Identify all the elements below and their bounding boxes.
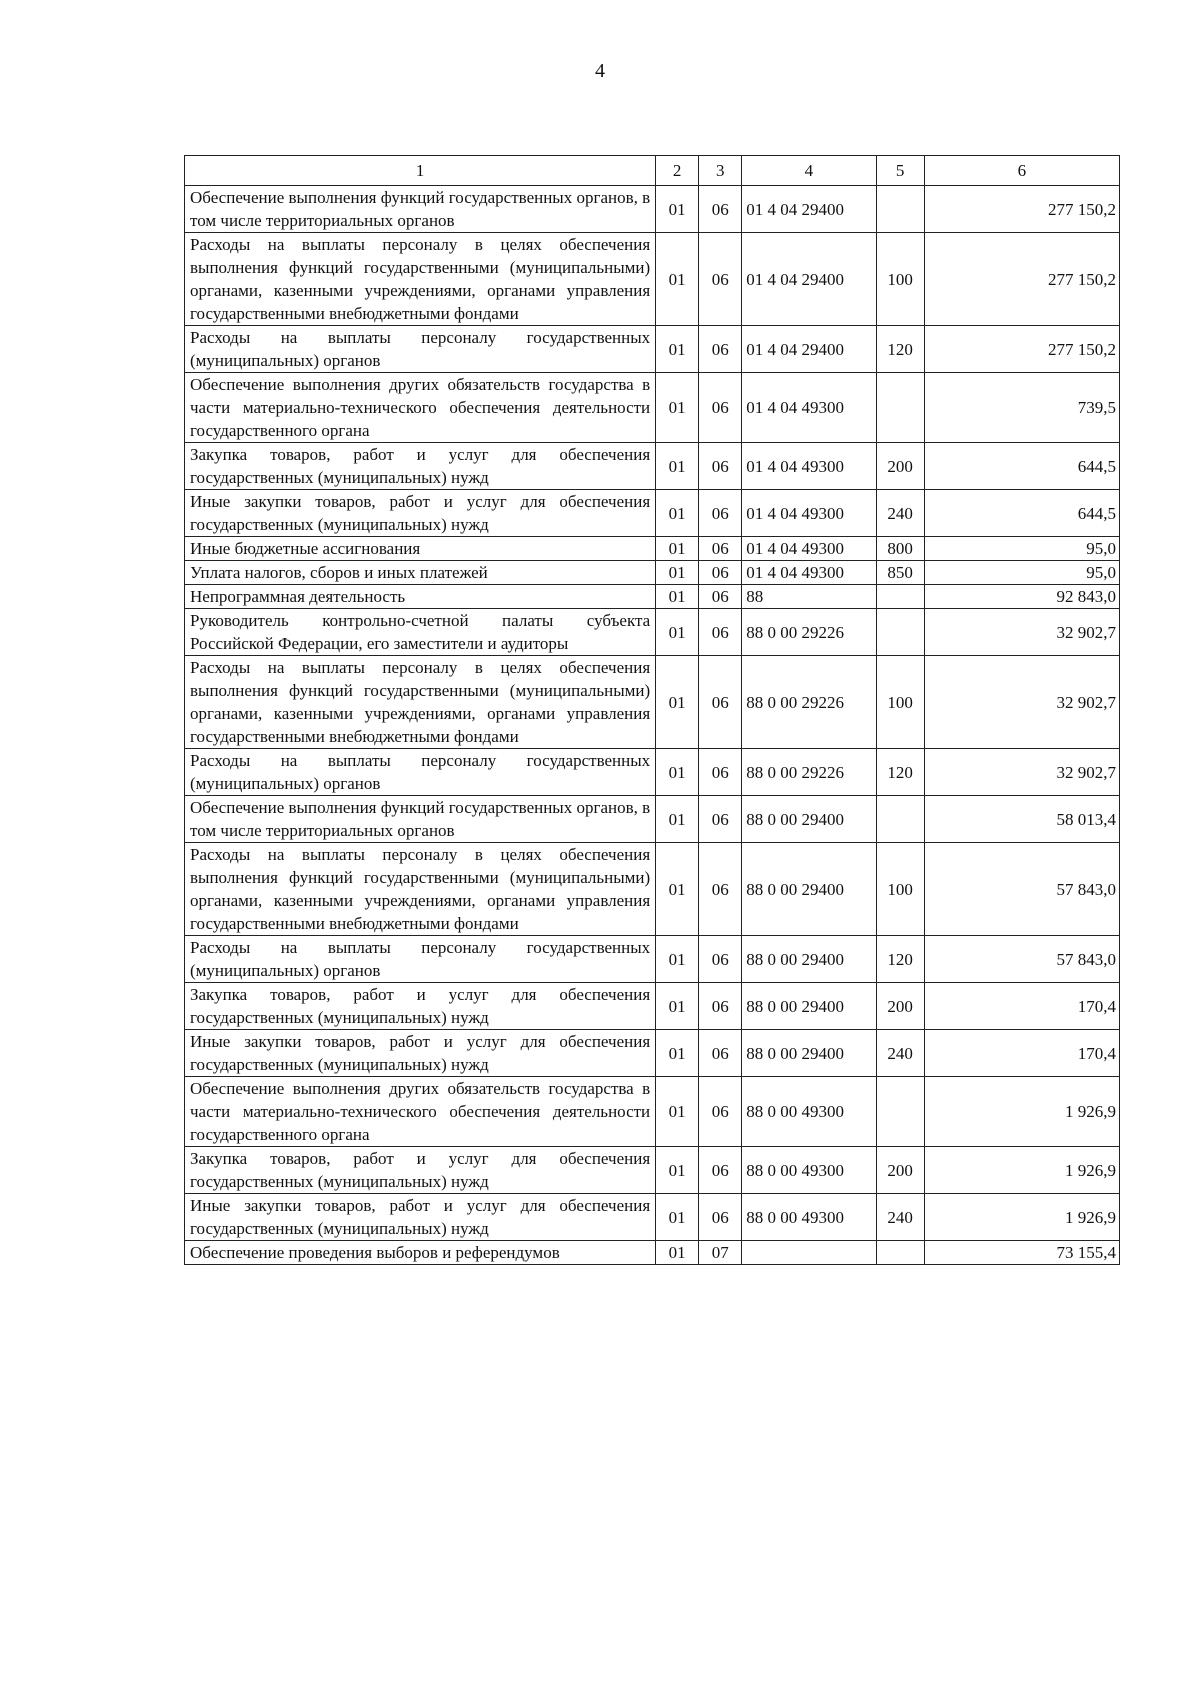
row-target-code-cell: 88 0 00 29400 [742,843,876,936]
row-expense-type-cell [876,1241,924,1265]
row-expense-type-cell: 120 [876,749,924,796]
row-target-code-cell: 88 [742,585,876,609]
table-row [185,749,1120,796]
row-target-code-cell: 01 4 04 49300 [742,443,876,490]
row-amount-cell: 277 150,2 [924,186,1119,233]
row-subsection-cell: 06 [699,796,742,843]
table-row [185,373,1120,443]
row-section-cell: 01 [656,443,699,490]
row-expense-type-cell: 100 [876,656,924,749]
row-expense-type-cell [876,186,924,233]
row-amount-cell: 1 926,9 [924,1194,1119,1241]
row-section-cell: 01 [656,585,699,609]
row-subsection-cell: 06 [699,609,742,656]
row-name-cell: Обеспечение выполнения других обязательств государства в части материально-технического обеспечения деятельности государственного органа [185,373,656,443]
row-amount-cell: 170,4 [924,983,1119,1030]
row-name-cell: Иные бюджетные ассигнования [185,537,656,561]
row-subsection-cell: 06 [699,186,742,233]
table-row [185,609,1120,656]
table-row [185,186,1120,233]
table-row [185,1077,1120,1147]
row-amount-cell: 58 013,4 [924,796,1119,843]
row-subsection-cell: 06 [699,561,742,585]
row-amount-cell: 277 150,2 [924,326,1119,373]
row-name-cell: Руководитель контрольно-счетной палаты субъекта Российской Федерации, его заместители и аудиторы [185,609,656,656]
row-amount-cell: 739,5 [924,373,1119,443]
table-row [185,1030,1120,1077]
table-row [185,490,1120,537]
table-row [185,1147,1120,1194]
row-amount-cell: 32 902,7 [924,609,1119,656]
row-subsection-cell: 07 [699,1241,742,1265]
row-section-cell: 01 [656,537,699,561]
table-row [185,326,1120,373]
row-section-cell: 01 [656,490,699,537]
row-name-cell: Иные закупки товаров, работ и услуг для обеспечения государственных (муниципальных) нужд [185,490,656,537]
row-amount-cell: 32 902,7 [924,656,1119,749]
row-section-cell: 01 [656,1194,699,1241]
row-name-cell: Закупка товаров, работ и услуг для обеспечения государственных (муниципальных) нужд [185,443,656,490]
row-expense-type-cell: 120 [876,936,924,983]
row-section-cell: 01 [656,1030,699,1077]
row-section-cell: 01 [656,609,699,656]
row-expense-type-cell [876,609,924,656]
row-subsection-cell: 06 [699,936,742,983]
row-section-cell: 01 [656,233,699,326]
row-target-code-cell: 88 0 00 29226 [742,749,876,796]
row-target-code-cell: 01 4 04 29400 [742,186,876,233]
row-amount-cell: 1 926,9 [924,1077,1119,1147]
row-section-cell: 01 [656,1147,699,1194]
row-subsection-cell: 06 [699,843,742,936]
row-section-cell: 01 [656,1241,699,1265]
row-amount-cell: 95,0 [924,537,1119,561]
row-target-code-cell: 01 4 04 49300 [742,373,876,443]
row-expense-type-cell [876,796,924,843]
table-row [185,796,1120,843]
table-row [185,1194,1120,1241]
table-header-row [185,156,1120,186]
row-subsection-cell: 06 [699,537,742,561]
row-expense-type-cell: 100 [876,233,924,326]
row-name-cell: Расходы на выплаты персоналу государственных (муниципальных) органов [185,326,656,373]
row-amount-cell: 57 843,0 [924,936,1119,983]
row-target-code-cell: 88 0 00 29400 [742,936,876,983]
row-subsection-cell: 06 [699,1077,742,1147]
row-section-cell: 01 [656,373,699,443]
row-target-code-cell: 01 4 04 49300 [742,490,876,537]
row-target-code-cell: 88 0 00 29400 [742,983,876,1030]
row-target-code-cell: 01 4 04 49300 [742,537,876,561]
row-amount-cell: 57 843,0 [924,843,1119,936]
table-row [185,537,1120,561]
row-name-cell: Уплата налогов, сборов и иных платежей [185,561,656,585]
row-expense-type-cell: 120 [876,326,924,373]
row-section-cell: 01 [656,843,699,936]
row-expense-type-cell [876,585,924,609]
page-number: 4 [595,60,605,82]
row-subsection-cell: 06 [699,983,742,1030]
row-name-cell: Обеспечение выполнения функций государственных органов, в том числе территориальных органов [185,796,656,843]
header-cell: 4 [742,156,876,186]
row-target-code-cell [742,1241,876,1265]
header-cell: 3 [699,156,742,186]
row-target-code-cell: 01 4 04 49300 [742,561,876,585]
row-expense-type-cell [876,1077,924,1147]
row-subsection-cell: 06 [699,749,742,796]
row-section-cell: 01 [656,561,699,585]
row-name-cell: Расходы на выплаты персоналу в целях обеспечения выполнения функций государственными (муниципальными) органами, казенными учреждениями, органами управления государственными внебюджетными фондами [185,656,656,749]
row-subsection-cell: 06 [699,373,742,443]
row-subsection-cell: 06 [699,1147,742,1194]
row-name-cell: Непрограммная деятельность [185,585,656,609]
row-name-cell: Иные закупки товаров, работ и услуг для обеспечения государственных (муниципальных) нужд [185,1030,656,1077]
row-amount-cell: 170,4 [924,1030,1119,1077]
row-subsection-cell: 06 [699,585,742,609]
row-name-cell: Обеспечение выполнения других обязательств государства в части материально-технического обеспечения деятельности государственного органа [185,1077,656,1147]
row-target-code-cell: 88 0 00 29400 [742,796,876,843]
row-section-cell: 01 [656,796,699,843]
row-amount-cell: 73 155,4 [924,1241,1119,1265]
row-expense-type-cell: 100 [876,843,924,936]
budget-table [184,155,1120,1265]
row-expense-type-cell: 200 [876,443,924,490]
row-name-cell: Иные закупки товаров, работ и услуг для обеспечения государственных (муниципальных) нужд [185,1194,656,1241]
row-target-code-cell: 01 4 04 29400 [742,326,876,373]
row-target-code-cell: 01 4 04 29400 [742,233,876,326]
row-expense-type-cell [876,373,924,443]
row-name-cell: Закупка товаров, работ и услуг для обеспечения государственных (муниципальных) нужд [185,983,656,1030]
row-target-code-cell: 88 0 00 49300 [742,1077,876,1147]
table-row [185,983,1120,1030]
row-amount-cell: 95,0 [924,561,1119,585]
row-expense-type-cell: 200 [876,1147,924,1194]
row-subsection-cell: 06 [699,656,742,749]
row-section-cell: 01 [656,186,699,233]
row-section-cell: 01 [656,326,699,373]
row-expense-type-cell: 200 [876,983,924,1030]
table-body [185,186,1120,1265]
row-section-cell: 01 [656,1077,699,1147]
row-subsection-cell: 06 [699,443,742,490]
table-row [185,843,1120,936]
row-expense-type-cell: 800 [876,537,924,561]
row-name-cell: Расходы на выплаты персоналу в целях обеспечения выполнения функций государственными (муниципальными) органами, казенными учреждениями, органами управления государственными внебюджетными фондами [185,843,656,936]
row-amount-cell: 644,5 [924,490,1119,537]
header-cell: 1 [185,156,656,186]
row-section-cell: 01 [656,749,699,796]
row-amount-cell: 1 926,9 [924,1147,1119,1194]
row-amount-cell: 32 902,7 [924,749,1119,796]
row-target-code-cell: 88 0 00 29400 [742,1030,876,1077]
row-section-cell: 01 [656,656,699,749]
row-subsection-cell: 06 [699,490,742,537]
row-expense-type-cell: 240 [876,490,924,537]
row-subsection-cell: 06 [699,233,742,326]
table-row [185,1241,1120,1265]
row-name-cell: Обеспечение выполнения функций государственных органов, в том числе территориальных органов [185,186,656,233]
table-row [185,585,1120,609]
row-expense-type-cell: 240 [876,1030,924,1077]
table-row [185,936,1120,983]
header-cell: 6 [924,156,1119,186]
row-target-code-cell: 88 0 00 29226 [742,656,876,749]
row-amount-cell: 92 843,0 [924,585,1119,609]
table-row [185,443,1120,490]
table-row [185,233,1120,326]
row-target-code-cell: 88 0 00 29226 [742,609,876,656]
header-cell: 5 [876,156,924,186]
row-amount-cell: 277 150,2 [924,233,1119,326]
row-subsection-cell: 06 [699,1030,742,1077]
row-name-cell: Закупка товаров, работ и услуг для обеспечения государственных (муниципальных) нужд [185,1147,656,1194]
row-expense-type-cell: 240 [876,1194,924,1241]
row-name-cell: Расходы на выплаты персоналу в целях обеспечения выполнения функций государственными (муниципальными) органами, казенными учреждениями, органами управления государственными внебюджетными фондами [185,233,656,326]
row-name-cell: Обеспечение проведения выборов и референдумов [185,1241,656,1265]
row-name-cell: Расходы на выплаты персоналу государственных (муниципальных) органов [185,749,656,796]
header-cell: 2 [656,156,699,186]
row-section-cell: 01 [656,983,699,1030]
row-subsection-cell: 06 [699,1194,742,1241]
row-target-code-cell: 88 0 00 49300 [742,1147,876,1194]
table-row [185,656,1120,749]
row-name-cell: Расходы на выплаты персоналу государственных (муниципальных) органов [185,936,656,983]
row-expense-type-cell: 850 [876,561,924,585]
row-section-cell: 01 [656,936,699,983]
table-row [185,561,1120,585]
row-target-code-cell: 88 0 00 49300 [742,1194,876,1241]
row-amount-cell: 644,5 [924,443,1119,490]
row-subsection-cell: 06 [699,326,742,373]
